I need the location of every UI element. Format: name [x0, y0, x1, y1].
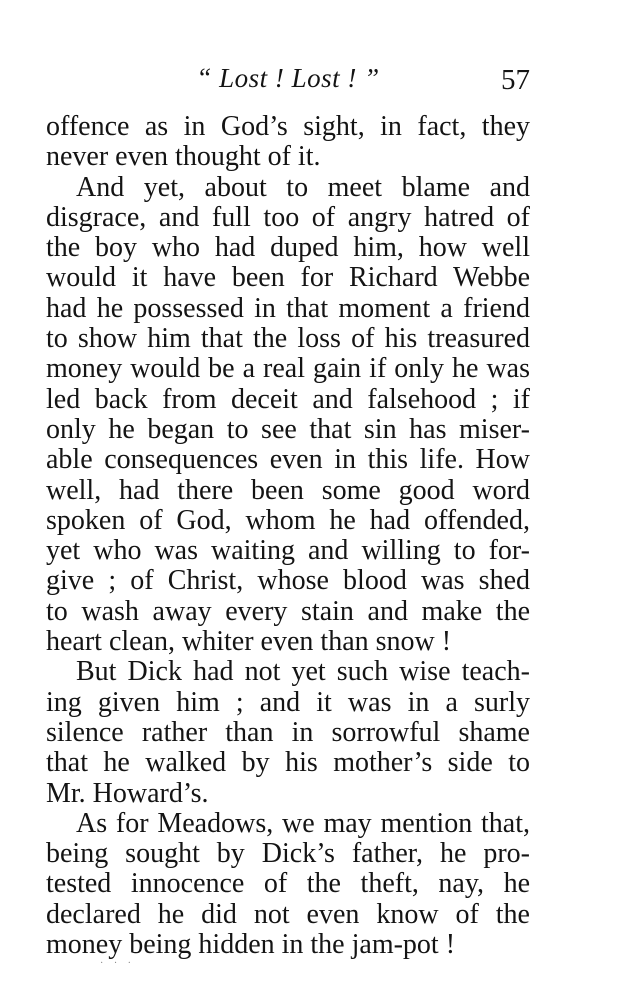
text-line: to show him that the loss of his treasured — [46, 323, 530, 355]
text-line: tested innocence of the theft, nay, he — [46, 868, 530, 900]
text-line: would it have been for Richard Webbe — [46, 262, 530, 294]
text-line: Mr. Howard’s. — [46, 777, 209, 809]
body-text — [46, 112, 530, 960]
text-line: give ; of Christ, whose blood was shed — [46, 565, 530, 597]
text-line: declared he did not even know of the — [46, 898, 530, 930]
text-line: heart clean, whiter even than snow ! — [46, 626, 452, 658]
text-line: well, had there been some good word — [46, 474, 530, 506]
paragraph-4 — [46, 809, 530, 960]
page-number: 57 — [501, 64, 530, 96]
text-line: But Dick had not yet such wise teach- — [76, 656, 530, 688]
running-title: “ Lost ! Lost ! ” — [196, 63, 380, 93]
text-line: being sought by Dick’s father, he pro- — [46, 838, 530, 870]
text-line: money would be a real gain if only he was — [46, 353, 530, 385]
text-line: that he walked by his mother’s side to — [46, 747, 530, 779]
paragraph-2 — [46, 173, 530, 658]
text-line: silence rather than in sorrowful shame — [46, 716, 530, 748]
text-line: able consequences even in this life. How — [46, 444, 530, 476]
paragraph-1 — [46, 112, 530, 173]
text-line: to wash away every stain and make the — [46, 595, 530, 627]
running-header — [46, 60, 530, 100]
text-line: disgrace, and full too of angry hatred of — [46, 201, 530, 233]
paragraph-3 — [46, 657, 530, 808]
text-line: money being hidden in the jam-pot ! — [46, 929, 456, 961]
text-line: had he possessed in that moment a friend — [46, 292, 530, 324]
text-line: spoken of God, whom he had offended, — [46, 504, 530, 536]
text-line: led back from deceit and falsehood ; if — [46, 383, 530, 415]
text-line: never even thought of it. — [46, 141, 321, 173]
text-line: ing given him ; and it was in a surly — [46, 686, 530, 718]
text-line: yet who was waiting and willing to for- — [46, 535, 530, 567]
print-smudge: · · · — [100, 958, 135, 969]
text-line: As for Meadows, we may mention that, — [76, 807, 530, 839]
text-line: offence as in God’s sight, in fact, they — [46, 111, 530, 142]
text-line: the boy who had duped him, how well — [46, 232, 530, 264]
text-line: only he began to see that sin has miser- — [46, 413, 530, 445]
text-line: And yet, about to meet blame and — [76, 171, 530, 203]
